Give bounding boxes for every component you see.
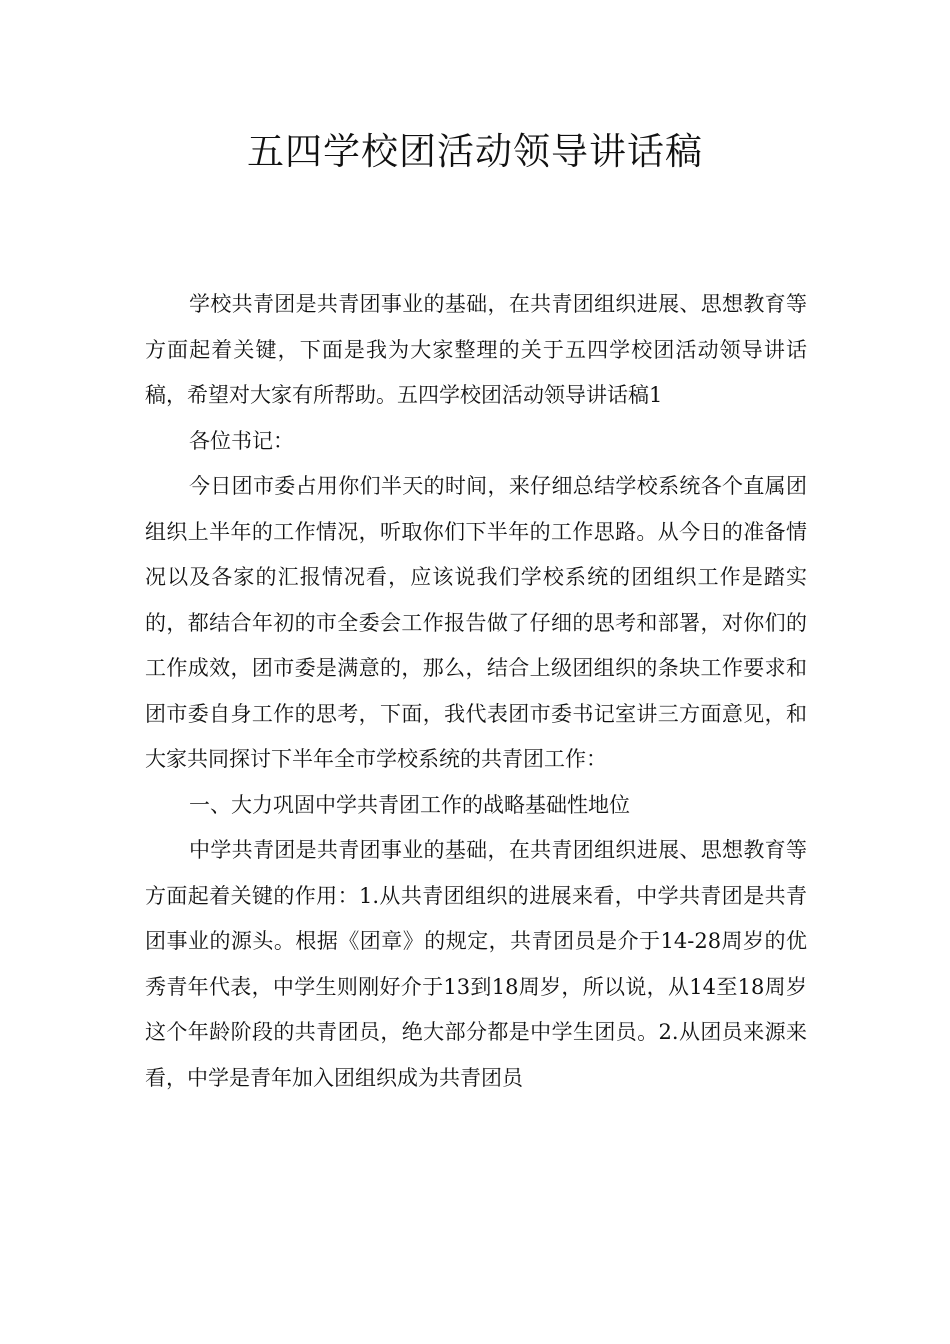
document-title: 五四学校团活动领导讲话稿 (247, 130, 703, 173)
paragraph-intro: 学校共青团是共青团事业的基础，在共青团组织进展、思想教育等方面起着关键，下面是我为大家整理的关于五四学校团活动领导讲话稿，希望对大家有所帮助。五四学校团活动领导讲话稿1 (145, 292, 807, 407)
document-body (145, 282, 807, 1101)
paragraph-salutation: 各位书记： (189, 428, 294, 453)
section-heading-1: 一、大力巩固中学共青团工作的战略基础性地位 (189, 792, 630, 817)
paragraph-opening: 今日团市委占用你们半天的时间，来仔细总结学校系统各个直属团组织上半年的工作情况，听取你们下半年的工作思路。从今日的准备情况以及各家的汇报情况看，应该说我们学校系统的团组织工作是踏实的，都结合年初的市全委会工作报告做了仔细的思考和部署，对你们的工作成效，团市委是满意的，那么，结合上级团组织的条块工作要求和团市委自身工作的思考，下面，我代表团市委书记室讲三方面意见，和大家共同探讨下半年全市学校系统的共青团工作： (145, 474, 807, 771)
paragraph-section-1: 中学共青团是共青团事业的基础，在共青团组织进展、思想教育等方面起着关键的作用：1.从共青团组织的进展来看，中学共青团是共青团事业的源头。根据《团章》的规定，共青团员是介于14-28周岁的优秀青年代表，中学生则刚好介于13到18周岁，所以说，从14至18周岁这个年龄阶段的共青团员，绝大部分都是中学生团员。2.从团员来源来看，中学是青年加入团组织成为共青团员 (145, 838, 807, 1090)
